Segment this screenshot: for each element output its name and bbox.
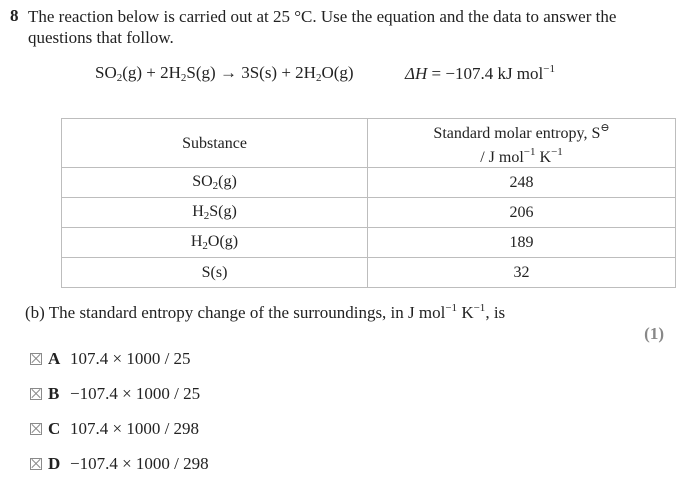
superscript: −1 — [523, 146, 536, 158]
option-a[interactable] — [30, 349, 191, 369]
subscript: 2 — [202, 240, 208, 252]
enthalpy-value: = −107.4 kJ mol — [427, 64, 544, 83]
subscript: 2 — [203, 210, 210, 222]
marks-label: (1) — [644, 324, 664, 343]
header-entropy-unit: / J mol — [480, 149, 524, 166]
checkbox-icon[interactable] — [30, 353, 42, 365]
superscript: −1 — [445, 302, 458, 314]
option-text: 107.4 × 1000 / 25 — [70, 349, 191, 368]
header-substance: Substance — [62, 119, 368, 168]
delta-h-symbol: ΔH — [405, 64, 428, 83]
option-letter: D — [48, 454, 61, 473]
equation-part: S(g) → 3S(s) + 2H — [186, 63, 316, 82]
formula-part: O(g) — [207, 233, 239, 250]
header-entropy-label: Standard molar entropy, S — [433, 125, 601, 142]
formula-part: H — [190, 233, 203, 250]
subscript: 2 — [212, 180, 219, 192]
option-text: −107.4 × 1000 / 25 — [70, 384, 201, 403]
substance-cell — [62, 228, 368, 258]
formula-part: H — [192, 203, 204, 220]
option-letter: C — [48, 419, 61, 438]
table-row — [62, 198, 676, 228]
table-row — [62, 258, 676, 288]
option-d[interactable] — [30, 454, 209, 474]
header-entropy — [368, 119, 676, 168]
entropy-value-cell: 189 — [368, 228, 676, 258]
part-b-text: (b) The standard entropy change of the surroundings, in J mol — [25, 303, 446, 322]
table-header-row — [62, 119, 676, 168]
enthalpy-change — [405, 63, 555, 84]
subscript: 2 — [180, 72, 187, 84]
option-text: 107.4 × 1000 / 298 — [70, 419, 200, 438]
formula-part: (g) — [218, 173, 237, 190]
option-c[interactable] — [30, 419, 199, 439]
option-letter: A — [48, 349, 61, 368]
substance-cell — [62, 258, 368, 288]
substance-cell — [62, 168, 368, 198]
part-b-question — [25, 302, 505, 323]
entropy-value-cell: 32 — [368, 258, 676, 288]
part-b-k: K — [457, 303, 474, 322]
superscript: −1 — [551, 146, 563, 158]
equation-part: (g) + 2H — [122, 63, 181, 82]
formula-part: S(g) — [209, 203, 237, 220]
option-letter: B — [48, 384, 60, 403]
entropy-table — [61, 118, 676, 288]
part-b-end: , is — [485, 303, 506, 322]
plimsoll-symbol: ⊖ — [600, 122, 610, 134]
header-k: K — [535, 149, 552, 166]
substance-cell — [62, 198, 368, 228]
entropy-value-cell: 248 — [368, 168, 676, 198]
question-stem: The reaction below is carried out at 25 °C. Use the equation and the data to answer the questions that follow. — [28, 7, 617, 47]
option-b[interactable] — [30, 384, 200, 404]
equation-part: O(g) — [321, 63, 354, 82]
option-text: −107.4 × 1000 / 298 — [70, 454, 209, 473]
formula-part: SO — [192, 173, 213, 190]
superscript: −1 — [543, 63, 555, 75]
checkbox-icon[interactable] — [30, 388, 42, 400]
table-row — [62, 168, 676, 198]
checkbox-icon[interactable] — [30, 458, 42, 470]
formula-part: S(s) — [201, 263, 228, 281]
reaction-equation — [95, 63, 354, 84]
checkbox-icon[interactable] — [30, 423, 42, 435]
equation-part: SO — [95, 63, 117, 82]
subscript: 2 — [116, 72, 123, 84]
table-row — [62, 228, 676, 258]
subscript: 2 — [315, 72, 322, 84]
superscript: −1 — [473, 302, 486, 314]
entropy-value-cell: 206 — [368, 198, 676, 228]
question-number: 8 — [10, 6, 19, 25]
